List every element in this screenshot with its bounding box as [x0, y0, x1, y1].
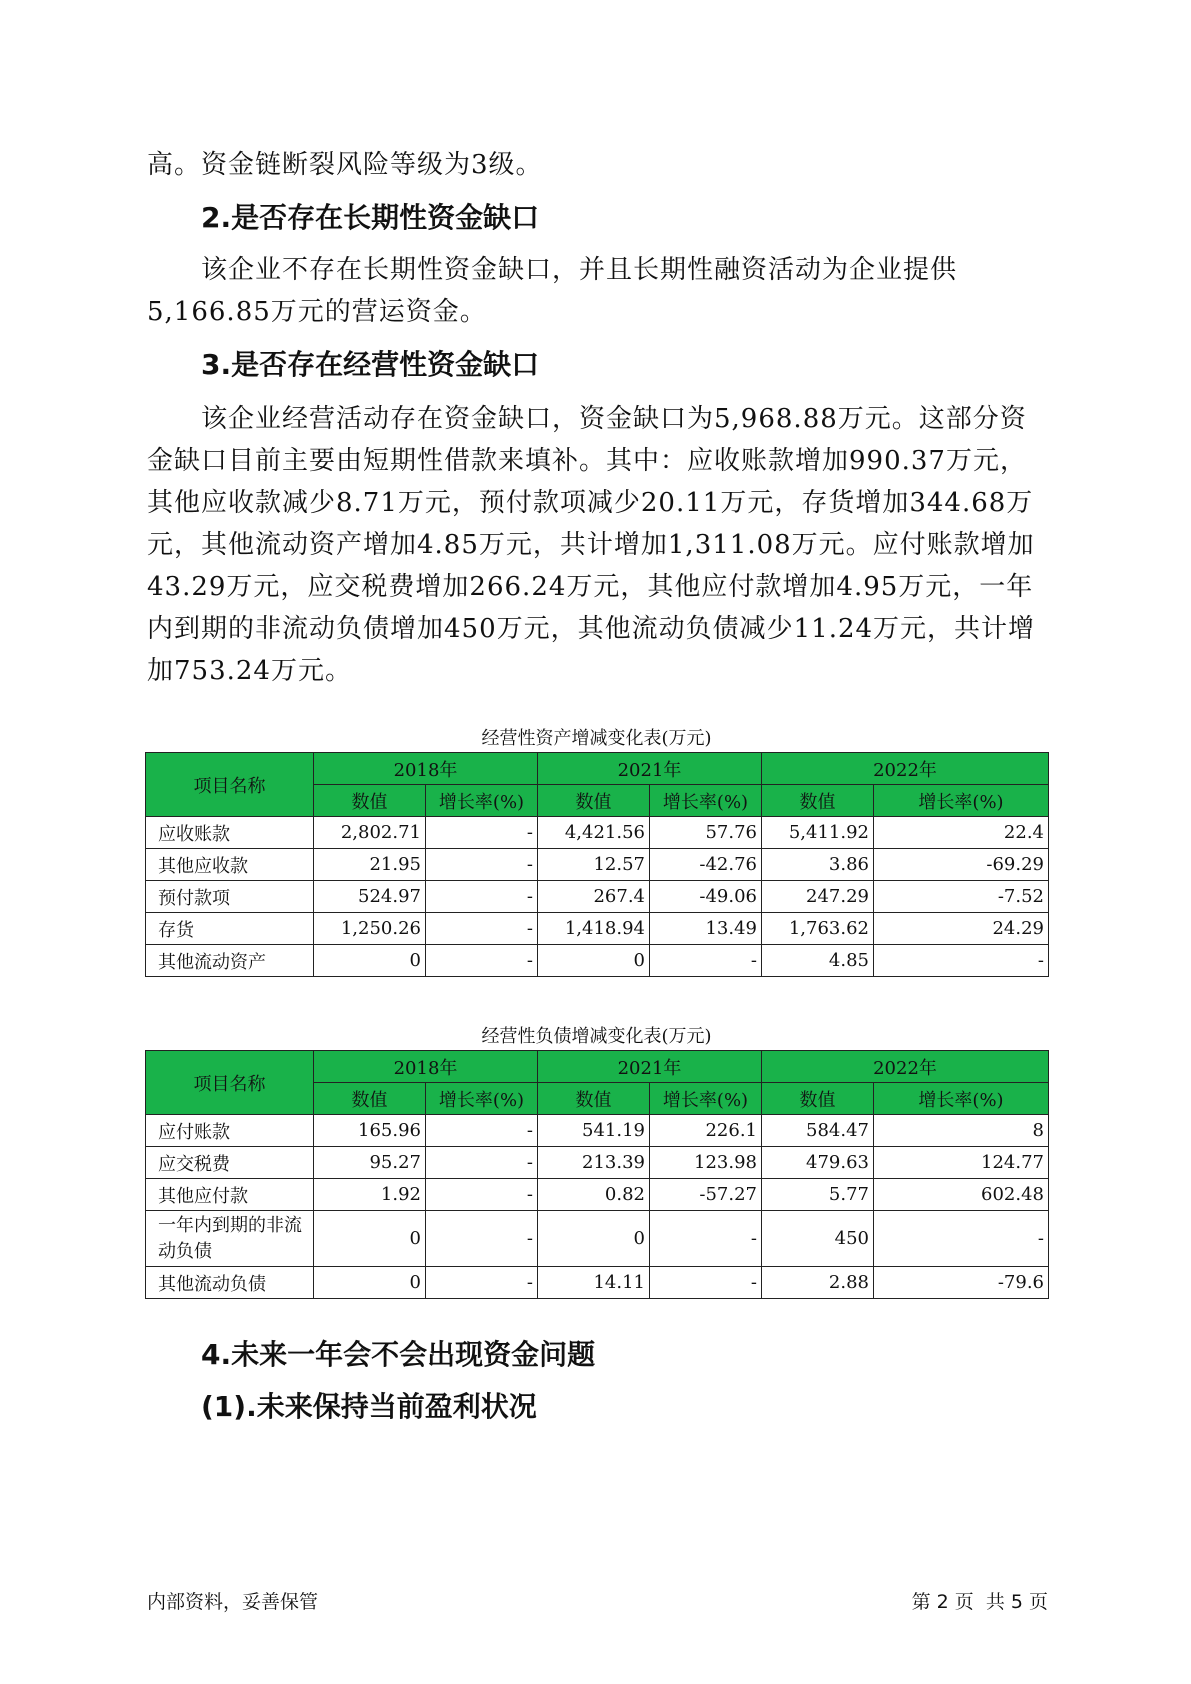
footer-confidential-note: 内部资料，妥善保管: [147, 1591, 319, 1613]
growth-rate-cell: -69.29: [874, 849, 1049, 881]
growth-rate-cell: -: [650, 945, 762, 977]
value-header: 数值: [538, 785, 650, 817]
table-row: [146, 1211, 1049, 1267]
liability-change-table: [145, 1050, 1049, 1299]
value-cell: 21.95: [314, 849, 426, 881]
value-cell: 1.92: [314, 1179, 426, 1211]
growth-rate-cell: -: [426, 1179, 538, 1211]
growth-rate-cell: -7.52: [874, 881, 1049, 913]
value-cell: 479.63: [762, 1147, 874, 1179]
year-header: 2022年: [762, 1051, 1049, 1083]
growth-rate-cell: 57.76: [650, 817, 762, 849]
growth-rate-header: 增长率(%): [650, 1083, 762, 1115]
table-row: [146, 1147, 1049, 1179]
asset-table-body: [146, 817, 1049, 977]
table-row: [146, 945, 1049, 977]
section-4-subheading: (1).未来保持当前盈利状况: [201, 1390, 537, 1423]
value-cell: 5,411.92: [762, 817, 874, 849]
growth-rate-cell: 124.77: [874, 1147, 1049, 1179]
value-header: 数值: [762, 1083, 874, 1115]
value-cell: 4,421.56: [538, 817, 650, 849]
growth-rate-cell: -: [426, 817, 538, 849]
table-row: [146, 913, 1049, 945]
year-header: 2018年: [314, 753, 538, 785]
row-item-name: 其他应收款: [146, 849, 314, 881]
section-3-heading: 3.是否存在经营性资金缺口: [201, 348, 540, 381]
growth-rate-cell: 8: [874, 1115, 1049, 1147]
value-cell: 1,250.26: [314, 913, 426, 945]
row-item-name: 应交税费: [146, 1147, 314, 1179]
item-name-header: 项目名称: [146, 753, 314, 817]
value-cell: 0: [314, 1211, 426, 1267]
value-header: 数值: [762, 785, 874, 817]
value-cell: 213.39: [538, 1147, 650, 1179]
value-cell: 5.77: [762, 1179, 874, 1211]
value-cell: 584.47: [762, 1115, 874, 1147]
value-cell: 247.29: [762, 881, 874, 913]
value-cell: 0: [314, 945, 426, 977]
growth-rate-cell: -: [426, 881, 538, 913]
growth-rate-cell: -49.06: [650, 881, 762, 913]
year-header: 2022年: [762, 753, 1049, 785]
intro-line: 高。资金链断裂风险等级为3级。: [147, 150, 543, 180]
value-cell: 2.88: [762, 1267, 874, 1299]
table-row: [146, 849, 1049, 881]
year-header: 2021年: [538, 753, 762, 785]
growth-rate-cell: 123.98: [650, 1147, 762, 1179]
table-row: [146, 1115, 1049, 1147]
growth-rate-cell: -57.27: [650, 1179, 762, 1211]
value-cell: 0: [538, 945, 650, 977]
table-row: [146, 1179, 1049, 1211]
value-cell: 95.27: [314, 1147, 426, 1179]
growth-rate-cell: -: [874, 1211, 1049, 1267]
liability-table-body: [146, 1115, 1049, 1299]
growth-rate-header: 增长率(%): [426, 1083, 538, 1115]
growth-rate-cell: -: [874, 945, 1049, 977]
value-cell: 0: [538, 1211, 650, 1267]
growth-rate-cell: 602.48: [874, 1179, 1049, 1211]
growth-rate-cell: -: [426, 1267, 538, 1299]
value-cell: 0.82: [538, 1179, 650, 1211]
row-item-name: 预付款项: [146, 881, 314, 913]
row-item-name: 应收账款: [146, 817, 314, 849]
value-header: 数值: [314, 785, 426, 817]
growth-rate-cell: -: [426, 849, 538, 881]
value-cell: 4.85: [762, 945, 874, 977]
value-cell: 1,763.62: [762, 913, 874, 945]
section-4-heading: 4.未来一年会不会出现资金问题: [201, 1338, 596, 1371]
growth-rate-cell: -: [426, 1211, 538, 1267]
section-2-heading: 2.是否存在长期性资金缺口: [201, 201, 540, 234]
growth-rate-cell: -: [650, 1211, 762, 1267]
growth-rate-cell: 13.49: [650, 913, 762, 945]
asset-table-caption: 经营性资产增减变化表(万元): [481, 728, 712, 749]
growth-rate-cell: 22.4: [874, 817, 1049, 849]
growth-rate-cell: 24.29: [874, 913, 1049, 945]
table-row: [146, 881, 1049, 913]
footer-page-number: 第 2 页 共 5 页: [911, 1591, 1048, 1613]
section-2-paragraph: 该企业不存在长期性资金缺口，并且长期性融资活动为企业提供5,166.85万元的营运资金。: [147, 255, 958, 327]
growth-rate-header: 增长率(%): [650, 785, 762, 817]
growth-rate-header: 增长率(%): [426, 785, 538, 817]
value-cell: 267.4: [538, 881, 650, 913]
table-row: [146, 1267, 1049, 1299]
value-cell: 2,802.71: [314, 817, 426, 849]
growth-rate-cell: -42.76: [650, 849, 762, 881]
year-header: 2021年: [538, 1051, 762, 1083]
liability-table-caption: 经营性负债增减变化表(万元): [481, 1026, 712, 1047]
row-item-name: 其他流动负债: [146, 1267, 314, 1299]
value-cell: 14.11: [538, 1267, 650, 1299]
year-header: 2018年: [314, 1051, 538, 1083]
value-cell: 1,418.94: [538, 913, 650, 945]
growth-rate-header: 增长率(%): [874, 785, 1049, 817]
growth-rate-cell: -79.6: [874, 1267, 1049, 1299]
row-item-name: 存货: [146, 913, 314, 945]
row-item-name: 其他流动资产: [146, 945, 314, 977]
growth-rate-header: 增长率(%): [874, 1083, 1049, 1115]
value-cell: 3.86: [762, 849, 874, 881]
value-cell: 450: [762, 1211, 874, 1267]
growth-rate-cell: 226.1: [650, 1115, 762, 1147]
row-item-name: 一年内到期的非流动负债: [146, 1211, 314, 1267]
growth-rate-cell: -: [426, 1115, 538, 1147]
value-header: 数值: [538, 1083, 650, 1115]
table-row: [146, 817, 1049, 849]
value-cell: 12.57: [538, 849, 650, 881]
value-cell: 524.97: [314, 881, 426, 913]
growth-rate-cell: -: [650, 1267, 762, 1299]
row-item-name: 应付账款: [146, 1115, 314, 1147]
row-item-name: 其他应付款: [146, 1179, 314, 1211]
value-cell: 0: [314, 1267, 426, 1299]
growth-rate-cell: -: [426, 913, 538, 945]
asset-change-table: [145, 752, 1049, 977]
section-3-paragraph: 该企业经营活动存在资金缺口，资金缺口为5,968.88万元。这部分资金缺口目前主要由短期性借款来填补。其中：应收账款增加990.37万元，其他应收款减少8.71万元，预付款项减少20.11万元，存货增加344.68万元，其他流动资产增加4.85万元，共计增加1,311.08万元。应付账款增加43.29万元，应交税费增加266.24万元，其他应付款增加4.95万元，一年内到期的非流动负债增加450万元，其他流动负债减少11.24万元，共计增加753.24万元。: [147, 404, 1036, 686]
value-cell: 541.19: [538, 1115, 650, 1147]
item-name-header: 项目名称: [146, 1051, 314, 1115]
growth-rate-cell: -: [426, 945, 538, 977]
value-cell: 165.96: [314, 1115, 426, 1147]
growth-rate-cell: -: [426, 1147, 538, 1179]
value-header: 数值: [314, 1083, 426, 1115]
